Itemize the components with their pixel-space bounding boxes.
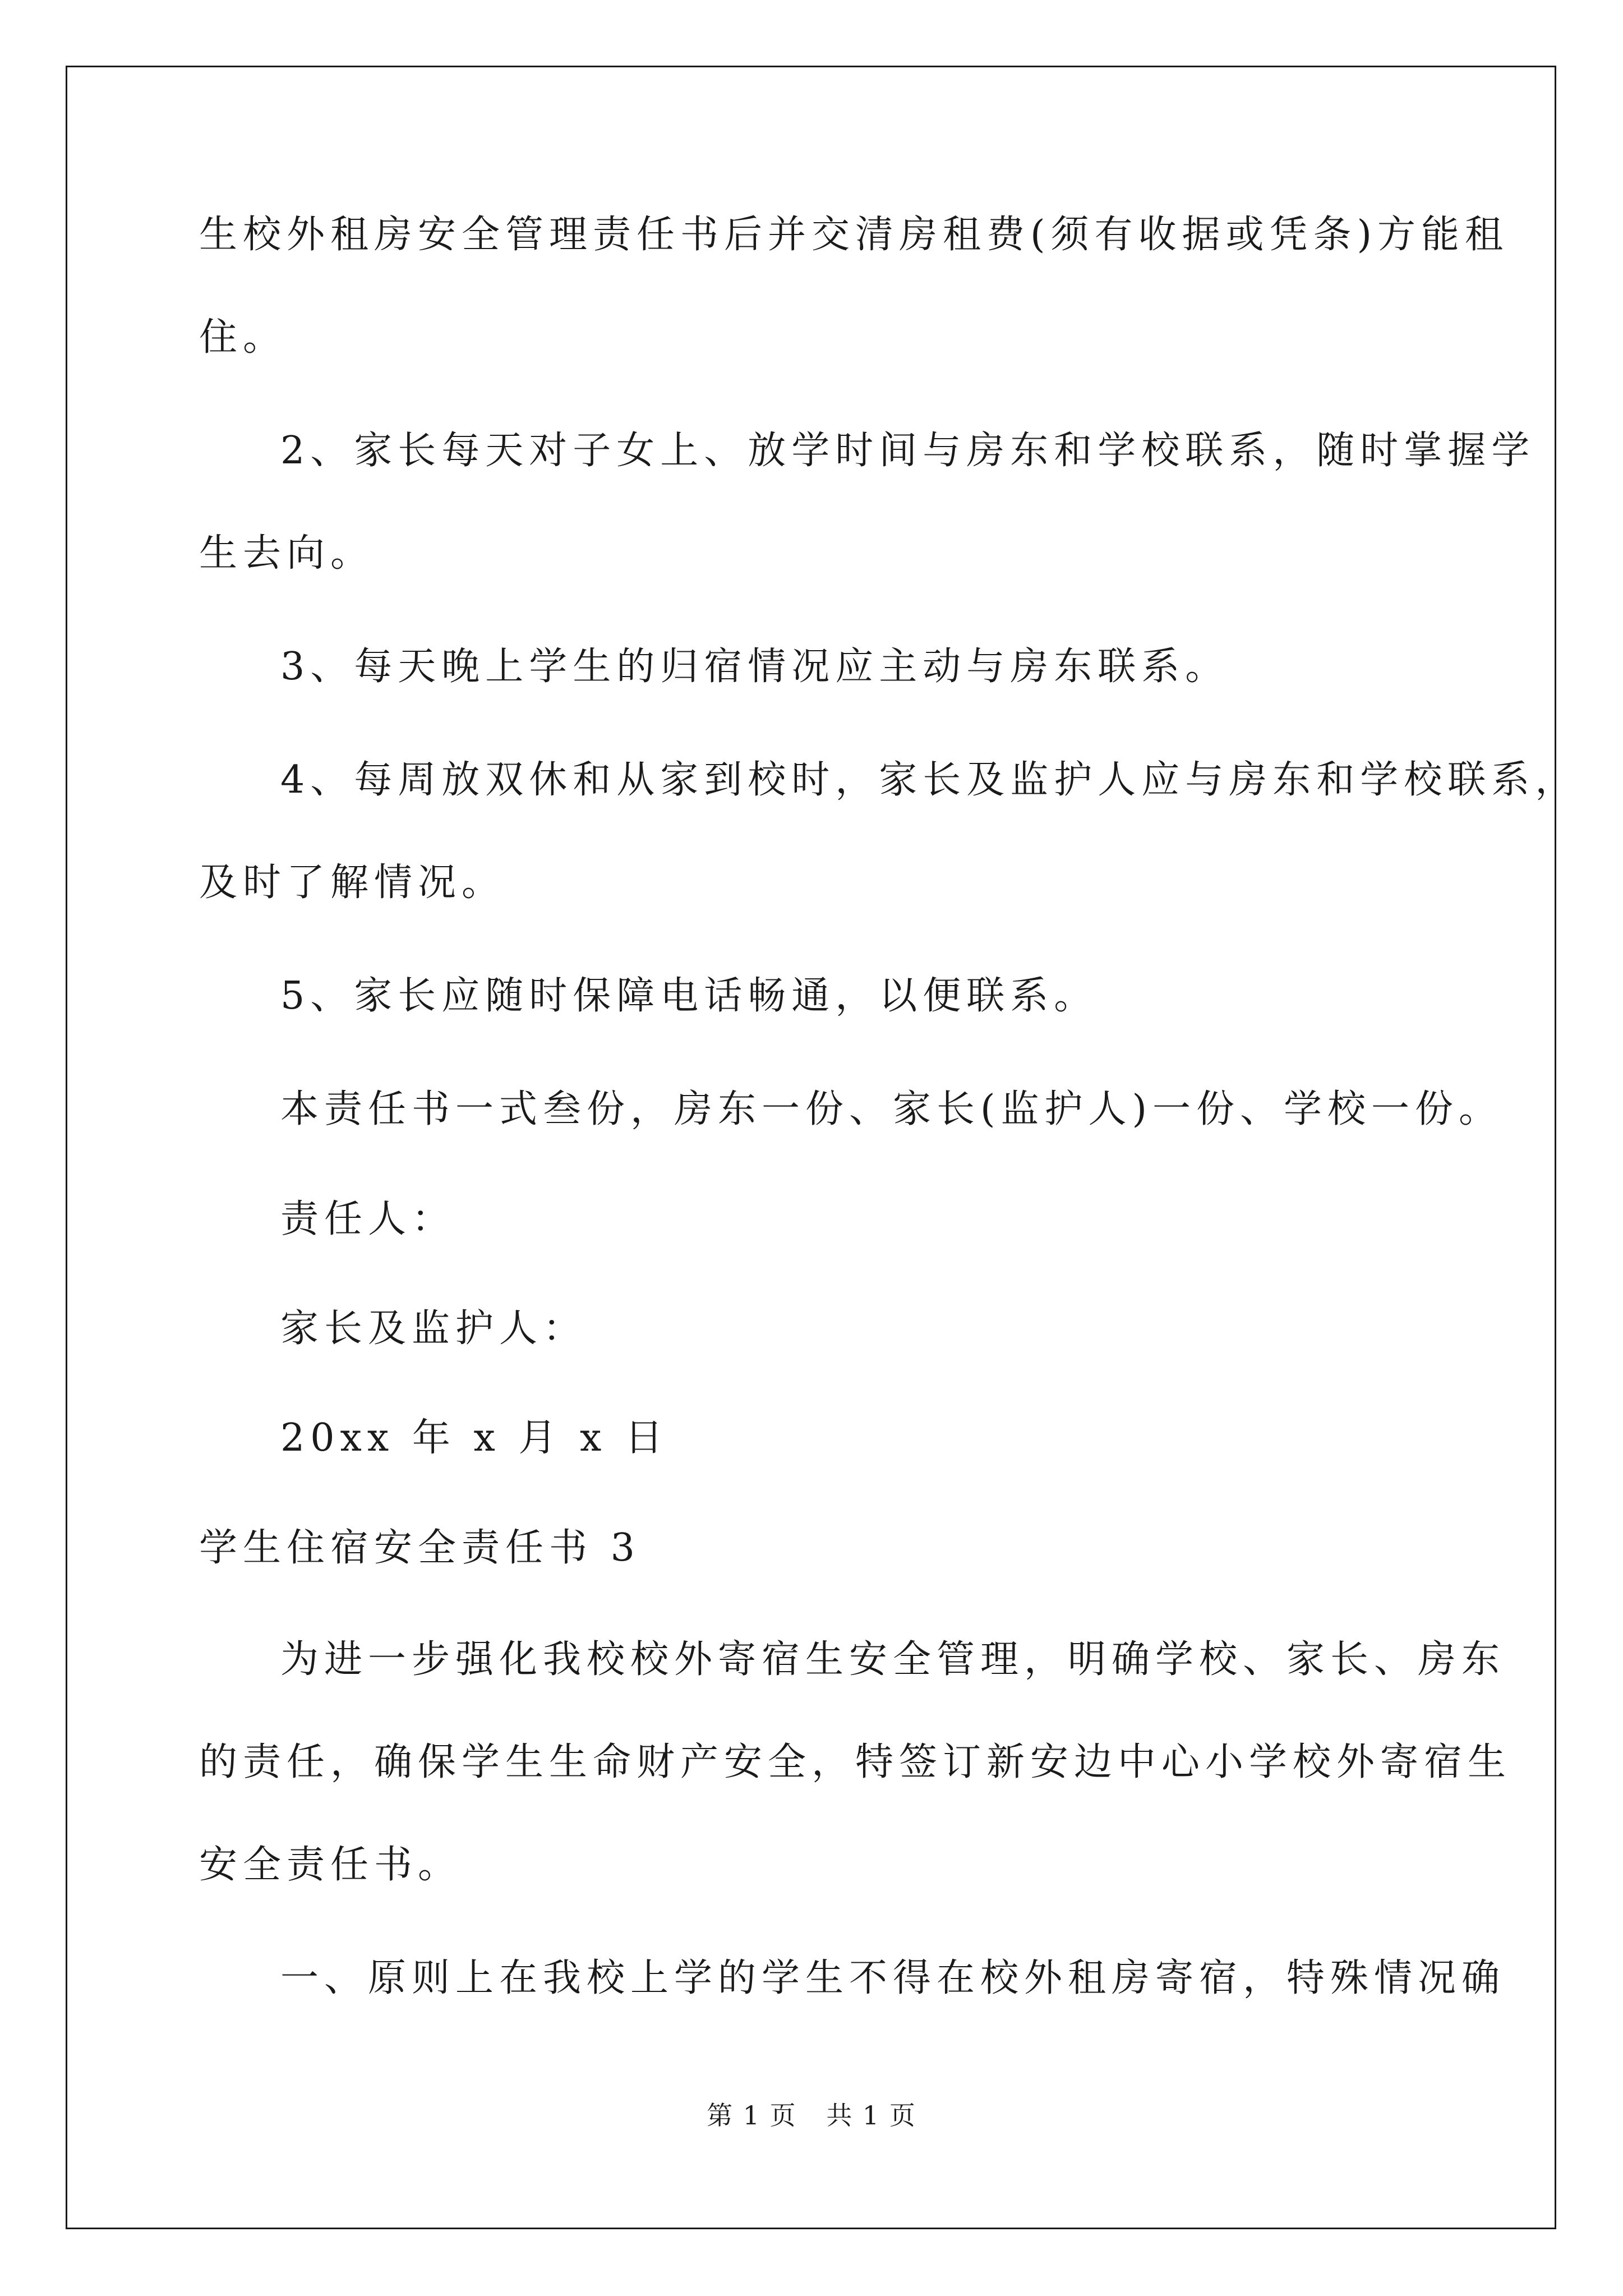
text-line: 的责任，确保学生生命财产安全，特签订新安边中心小学校外寄宿生 [199,1740,1512,1784]
page-number: 第 1 页 [707,2100,797,2131]
page-footer [0,2095,1623,2132]
page-border [66,66,1556,2229]
text-line: 生校外租房安全管理责任书后并交清房租费(须有收据或凭条)方能租 [199,213,1509,257]
text-line: 4、每周放双休和从家到校时，家长及监护人应与房东和学校联系， [280,758,1579,802]
text-line: 住。 [199,315,287,360]
text-line: 家长及监护人： [280,1306,587,1351]
text-line: 3、每天晚上学生的归宿情况应主动与房东联系。 [280,645,1229,689]
text-line: 本责任书一式叁份，房东一份、家长(监护人)一份、学校一份。 [280,1087,1503,1131]
page-total: 共 1 页 [826,2100,916,2131]
text-line: 生去向。 [199,531,375,576]
text-line: 及时了解情况。 [199,861,506,905]
text-line: 5、家长应随时保障电话畅通，以便联系。 [280,974,1098,1018]
section-title: 学生住宿安全责任书 3 [199,1526,640,1570]
text-line: 2、家长每天对子女上、放学时间与房东和学校联系，随时掌握学 [280,429,1536,473]
text-line: 为进一步强化我校校外寄宿生安全管理，明确学校、家长、房东 [280,1637,1506,1682]
date-line: 20xx 年 x 月 x 日 [280,1416,669,1460]
text-line: 一、原则上在我校上学的学生不得在校外租房寄宿，特殊情况确 [280,1956,1506,2000]
text-line: 安全责任书。 [199,1843,462,1887]
text-line: 责任人： [280,1197,456,1241]
